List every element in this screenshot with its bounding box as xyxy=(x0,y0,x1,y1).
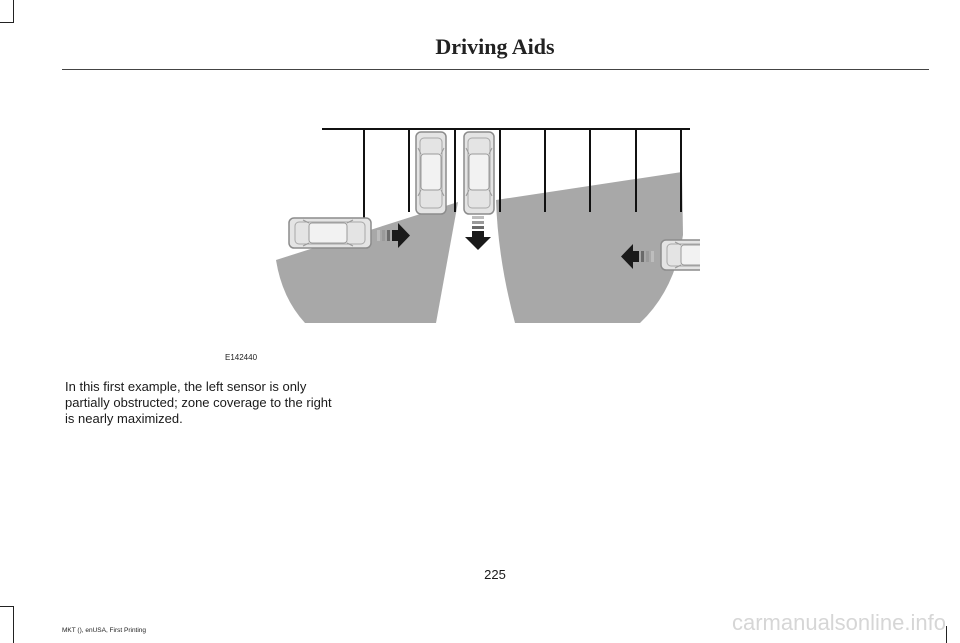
header-divider xyxy=(62,69,929,70)
footer-info: MKT (), enUSA, First Printing xyxy=(62,627,147,634)
approaching-car-left xyxy=(289,218,371,248)
sensor-zone-diagram xyxy=(270,120,700,335)
parked-car-left xyxy=(416,132,446,214)
arrow-down-icon xyxy=(465,216,491,250)
approaching-car-right xyxy=(661,240,700,270)
crop-mark-bottom-left-horizontal xyxy=(0,606,14,607)
crop-mark-bottom-right-vertical xyxy=(946,626,947,643)
watermark: carmanualsonline.info xyxy=(731,610,946,635)
figure-id: E142440 xyxy=(225,353,258,362)
crop-mark-bottom-left-vertical xyxy=(13,606,14,643)
page-number: 225 xyxy=(484,567,506,582)
body-paragraph: In this first example, the left sensor is only partially obstructed; zone coverage to the right is nearly maximized. xyxy=(65,379,332,426)
page-title: Driving Aids xyxy=(435,34,555,59)
parked-car-right xyxy=(464,132,494,214)
crop-mark-top-left-vertical xyxy=(13,0,14,22)
crop-mark-top-left-horizontal xyxy=(0,22,14,23)
